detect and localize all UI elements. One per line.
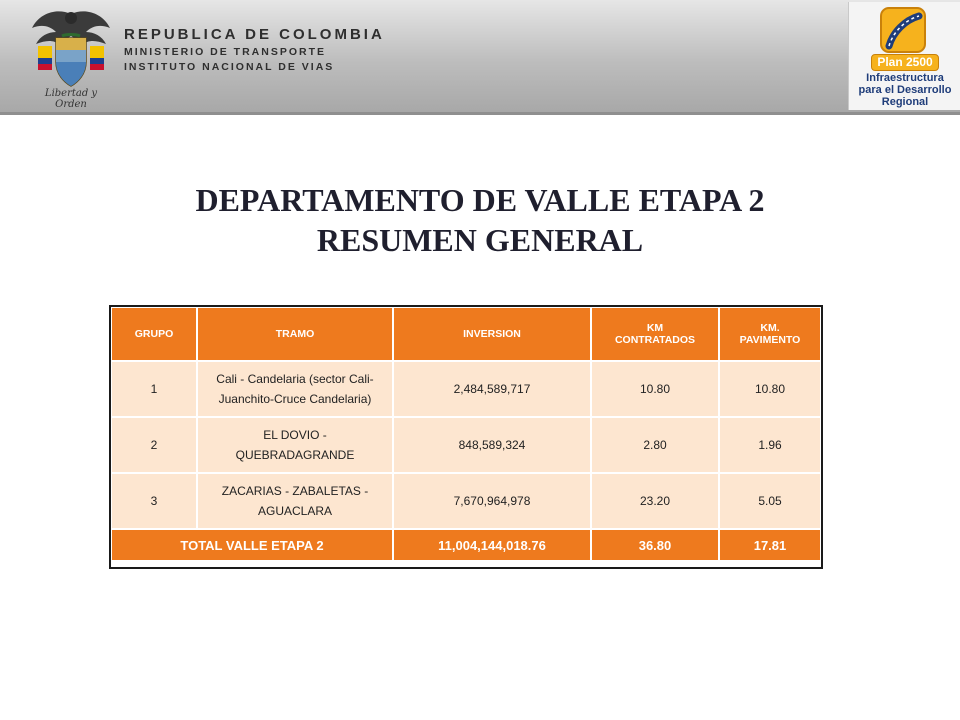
header-km-pavimento-line2: PAVIMENTO	[739, 334, 801, 346]
header-grupo: GRUPO	[111, 307, 197, 361]
page-title	[0, 180, 960, 260]
header-banner	[0, 0, 960, 112]
table-row	[111, 417, 821, 473]
plan-subtitle	[853, 72, 957, 108]
banner-divider	[0, 112, 960, 115]
plan-2500-logo	[848, 2, 960, 110]
total-inversion: 11,004,144,018.76	[393, 529, 591, 561]
header-km-contratados-line1: KM	[646, 322, 664, 334]
institute-name: INSTITUTO NACIONAL DE VIAS	[124, 61, 335, 73]
header-km-pavimento-line1: KM.	[760, 322, 780, 334]
header-km-contratados-line2: CONTRATADOS	[614, 334, 696, 346]
total-km-contratados: 36.80	[591, 529, 719, 561]
cell-inversion: 7,670,964,978	[393, 473, 591, 529]
plan-subtitle-line3: Regional	[881, 96, 929, 108]
cell-tramo	[197, 361, 393, 417]
republic-name: REPUBLICA DE COLOMBIA	[124, 26, 385, 43]
cell-km-contratados: 23.20	[591, 473, 719, 529]
page-title-line1: DEPARTAMENTO DE VALLE ETAPA 2	[195, 182, 765, 218]
cell-grupo: 1	[111, 361, 197, 417]
cell-tramo	[197, 417, 393, 473]
cell-grupo: 2	[111, 417, 197, 473]
header-inversion: INVERSION	[393, 307, 591, 361]
cell-tramo-line1: Cali - Candelaria (sector Cali-	[216, 372, 374, 386]
cell-tramo-line2: QUEBRADAGRANDE	[235, 448, 355, 462]
cell-grupo: 3	[111, 473, 197, 529]
total-km-pavimento: 17.81	[719, 529, 821, 561]
cell-tramo-line2: Juanchito-Cruce Candelaria)	[218, 392, 372, 406]
plan-name: Plan 2500	[871, 54, 939, 71]
table-row	[111, 473, 821, 529]
header-km-pavimento	[719, 307, 821, 361]
road-logo-icon	[879, 6, 927, 54]
plan-subtitle-line2: para el Desarrollo	[858, 84, 952, 96]
cell-inversion: 2,484,589,717	[393, 361, 591, 417]
plan-subtitle-line1: Infraestructura	[866, 72, 944, 84]
crest-motto: Libertad y Orden	[44, 88, 98, 110]
cell-km-pavimento: 5.05	[719, 473, 821, 529]
cell-km-pavimento: 1.96	[719, 417, 821, 473]
cell-tramo-line1: ZACARIAS - ZABALETAS -	[221, 484, 369, 498]
table-row	[111, 361, 821, 417]
total-label: TOTAL VALLE ETAPA 2	[111, 529, 393, 561]
page-title-line2: RESUMEN GENERAL	[316, 222, 644, 258]
coat-of-arms	[28, 6, 114, 110]
header-km-contratados	[591, 307, 719, 361]
cell-inversion: 848,589,324	[393, 417, 591, 473]
cell-km-contratados: 2.80	[591, 417, 719, 473]
cell-tramo-line2: AGUACLARA	[257, 504, 333, 518]
cell-km-contratados: 10.80	[591, 361, 719, 417]
cell-tramo-line1: EL DOVIO -	[263, 428, 327, 442]
ministry-name: MINISTERIO DE TRANSPORTE	[124, 46, 327, 58]
coat-of-arms-icon	[28, 6, 114, 90]
header-tramo: TRAMO	[197, 307, 393, 361]
summary-table	[110, 306, 822, 562]
total-row	[111, 529, 821, 561]
table-header-row	[111, 307, 821, 361]
cell-tramo	[197, 473, 393, 529]
government-text	[124, 26, 385, 73]
cell-km-pavimento: 10.80	[719, 361, 821, 417]
